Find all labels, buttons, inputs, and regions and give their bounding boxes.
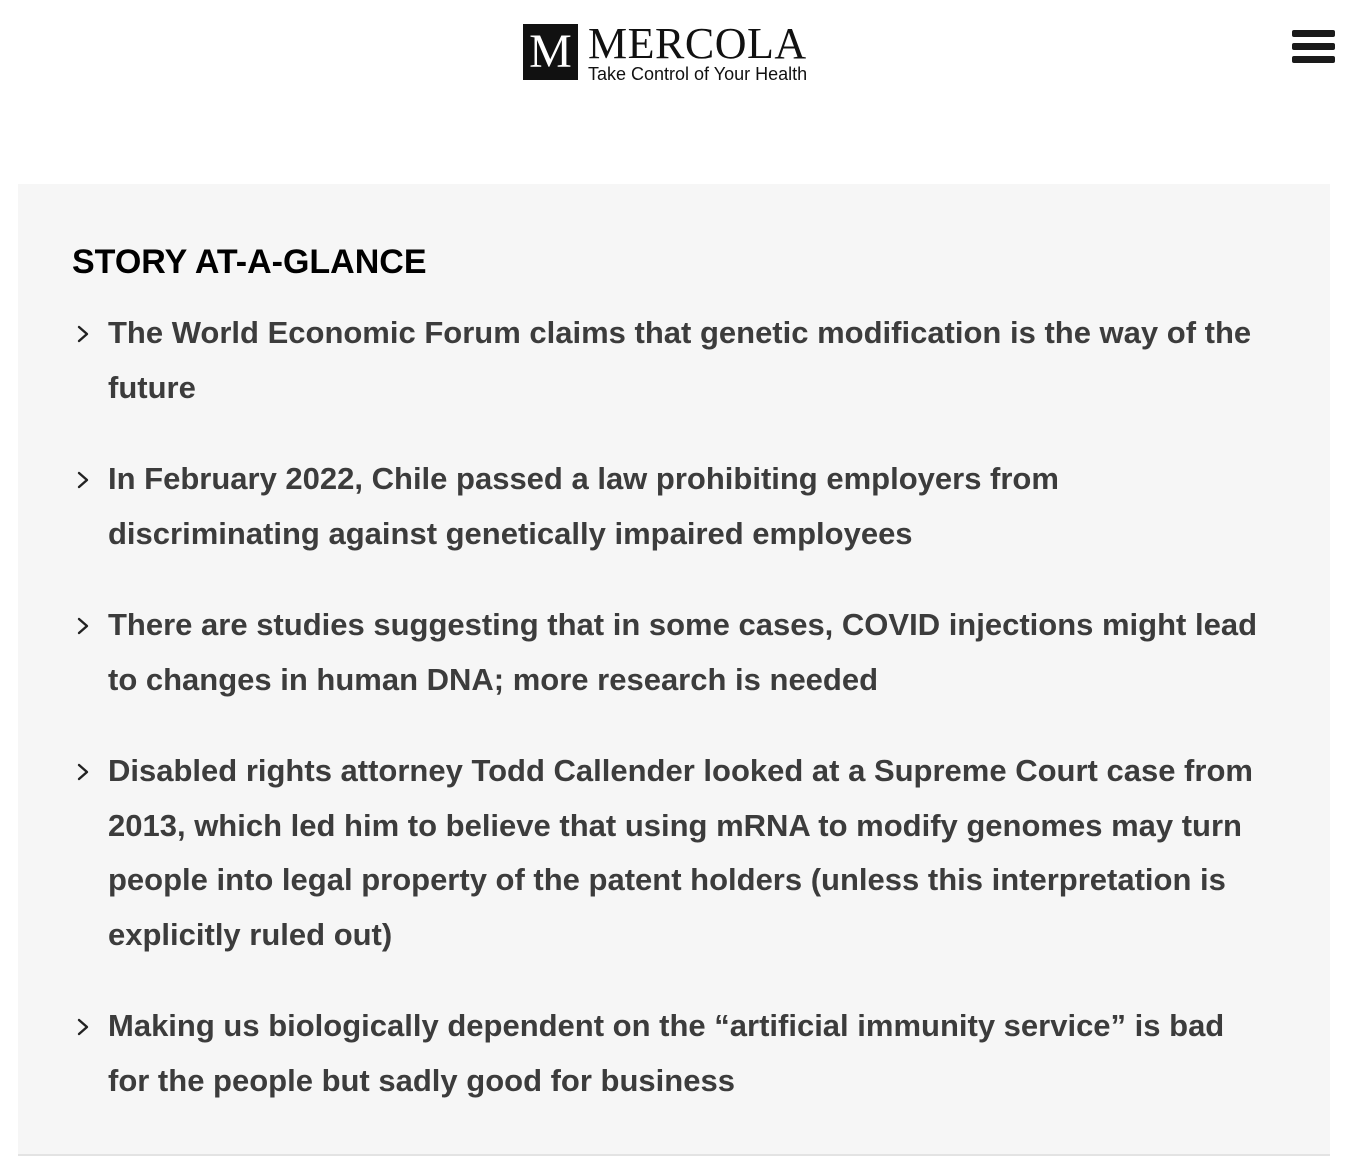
chevron-right-icon (74, 469, 92, 491)
list-item-text: There are studies suggesting that in some cases, COVID injections might lead to changes in human DNA; more research is needed (108, 607, 1258, 697)
story-list (72, 306, 1262, 1145)
chevron-right-icon (74, 761, 92, 783)
logo-text (588, 19, 808, 84)
hamburger-menu-icon[interactable] (1292, 30, 1336, 70)
list-item (72, 306, 1262, 415)
story-at-a-glance (18, 184, 1330, 1156)
menu-bar (1292, 30, 1335, 37)
logo-brand: MERCOLA (588, 19, 807, 68)
chevron-right-icon (74, 1016, 92, 1038)
chevron-right-icon (74, 615, 92, 637)
list-item-text: The World Economic Forum claims that genetic modification is the way of the future (108, 315, 1252, 405)
list-item (72, 452, 1262, 561)
menu-bar (1292, 43, 1335, 50)
list-item-text: In February 2022, Chile passed a law prohibiting employers from discriminating against genetically impaired employees (108, 461, 1059, 551)
list-item (72, 744, 1262, 962)
site-logo[interactable] (523, 19, 808, 84)
menu-bar (1292, 56, 1335, 63)
logo-mark: M (523, 24, 578, 80)
list-item (72, 598, 1262, 707)
list-item-text: Disabled rights attorney Todd Callender looked at a Supreme Court case from 2013, which led him to believe that using mRNA to modify genomes may turn people into legal property of the patent holders (unless this interpretation is explicitly ruled out) (108, 753, 1253, 952)
chevron-right-icon (74, 323, 92, 345)
list-item-text: Making us biologically dependent on the “artificial immunity service” is bad for the people but sadly good for business (108, 1008, 1225, 1098)
story-title: STORY AT-A-GLANCE (72, 243, 427, 281)
list-item (72, 999, 1262, 1108)
site-header (0, 0, 1352, 110)
logo-tagline: Take Control of Your Health (588, 64, 808, 84)
